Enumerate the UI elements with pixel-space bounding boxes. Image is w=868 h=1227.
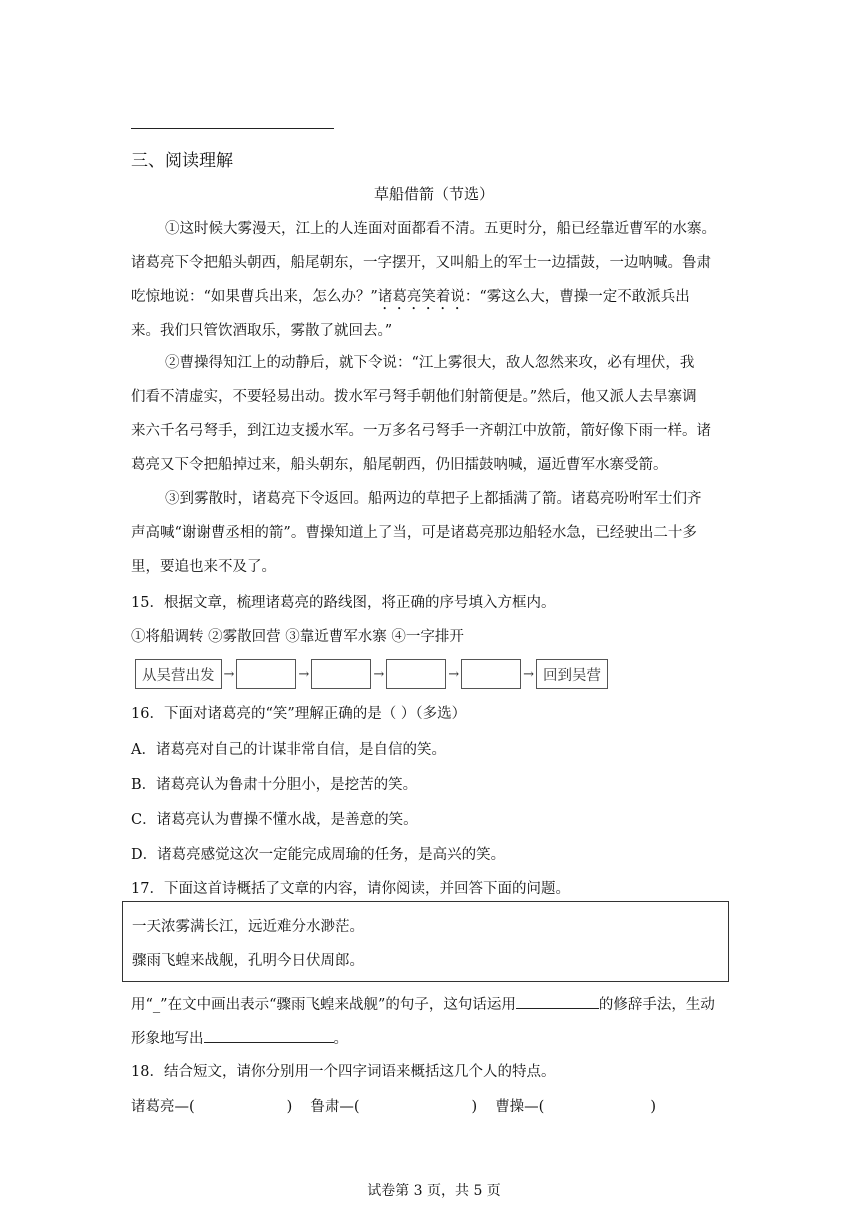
p2-line: ②曹操得知江上的动静后，就下令说：“江上雾很大，敌人忽然来攻，必有埋伏，我 [165,355,695,371]
flow-answer-box[interactable] [236,659,296,689]
flow-answer-box[interactable] [386,659,446,689]
flow-answer-box[interactable] [311,659,371,689]
top-divider [131,128,334,129]
p1-line: ①这时候大雾漫天，江上的人连面对面都看不清。五更时分，船已经靠近曹军的水寨。 [165,221,716,237]
passage-title: 草船借箭（节选） [373,185,494,203]
flow-answer-box[interactable] [461,659,521,689]
question-17: 17．下面这首诗概括了文章的内容，请你阅读，并回答下面的问题。 [131,881,570,897]
flow-start-box: 从吴营出发 [135,659,222,689]
paragraph-1 [131,212,741,348]
p1-line: 来。我们只管饮酒取乐，雾散了就回去。” [131,323,393,339]
option-a[interactable]: A．诸葛亮对自己的计谋非常自信，是自信的笑。 [131,742,446,758]
p2-line: 们看不清虚实，不要轻易出动。拨水军弓弩手朝他们射箭便是。”然后，他又派人去旱寨调 [131,389,697,405]
p3-line: 里，要追也来不及了。 [131,559,276,575]
option-b[interactable]: B．诸葛亮认为鲁肃十分胆小，是挖苦的笑。 [131,777,418,793]
paragraph-2 [131,346,741,482]
question-16: 16．下面对诸葛亮的“笑”理解正确的是（ ）（多选） [131,706,467,722]
arrow-icon: → [448,666,460,682]
p1-line: 诸葛亮下令把船头朝西，船尾朝东，一字摆开，又叫船上的军士一边擂鼓，一边呐喊。鲁肃 [131,255,711,271]
option-d[interactable]: D．诸葛亮感觉这次一定能完成周瑜的任务，是高兴的笑。 [131,847,506,863]
page-footer: 试卷第 3 页，共 5 页 [367,1183,501,1199]
arrow-icon: → [223,666,235,682]
p1-line: 吃惊地说：“如果曹兵出来，怎么办？” [131,289,378,305]
question-17-prompt-2: 形象地写出 。 [131,1027,348,1048]
question-18-answers: 诸葛亮—( ) 鲁肃—( ) 曹操—( ) [131,1099,657,1115]
route-flowchart [135,658,608,690]
paragraph-3 [131,482,741,584]
question-15: 15．根据文章，梳理诸葛亮的路线图，将正确的序号填入方框内。 [131,595,556,611]
label-caocao: 曹操—( [495,1099,545,1115]
arrow-icon: → [373,666,385,682]
answer-blank-rhetoric[interactable] [516,994,599,1009]
dotted-phrase: 诸葛亮笑着说 [377,289,465,305]
question-17-prompt: 用“_”在文中画出表示“骤雨飞蝗来战舰”的句子，这句话运用 的修辞手法，生动 [131,993,715,1014]
option-c[interactable]: C．诸葛亮认为曹操不懂水战，是善意的笑。 [131,812,418,828]
section-title: 三、阅读理解 [131,151,233,171]
p3-line: 声高喊“谢谢曹丞相的箭”。曹操知道上了当，可是诸葛亮那边船轻水急，已经驶出二十多 [131,525,697,541]
p1-line: ：“雾这么大，曹操一定不敢派兵出 [464,289,690,305]
arrow-icon: → [298,666,310,682]
p2-line: 来六千名弓弩手，到江边支援水军。一万多名弓弩手一齐朝江中放箭，箭好像下雨一样。诸 [131,423,711,439]
label-zhuge: 诸葛亮—( [131,1099,195,1115]
flow-end-box: 回到吴营 [536,659,608,689]
question-18: 18．结合短文，请你分别用一个四字词语来概括这几个人的特点。 [131,1064,556,1080]
label-lusu: 鲁肃—( [310,1099,360,1115]
p2-line: 葛亮又下令把船掉过来，船头朝东，船尾朝西，仍旧擂鼓呐喊，逼近曹军水寨受箭。 [131,457,668,473]
poem-box [122,901,729,982]
p3-line: ③到雾散时，诸葛亮下令返回。船两边的草把子上都插满了箭。诸葛亮吩咐军士们齐 [165,491,702,507]
arrow-icon: → [523,666,535,682]
poem-line: 骤雨飞蝗来战舰，孔明今日伏周郎。 [132,953,364,969]
answer-blank-describe[interactable] [204,1028,334,1043]
poem-line: 一天浓雾满长江，远近难分水渺茫。 [132,919,364,935]
question-15-options: ①将船调转 ②雾散回营 ③靠近曹军水寨 ④一字排开 [131,629,464,645]
